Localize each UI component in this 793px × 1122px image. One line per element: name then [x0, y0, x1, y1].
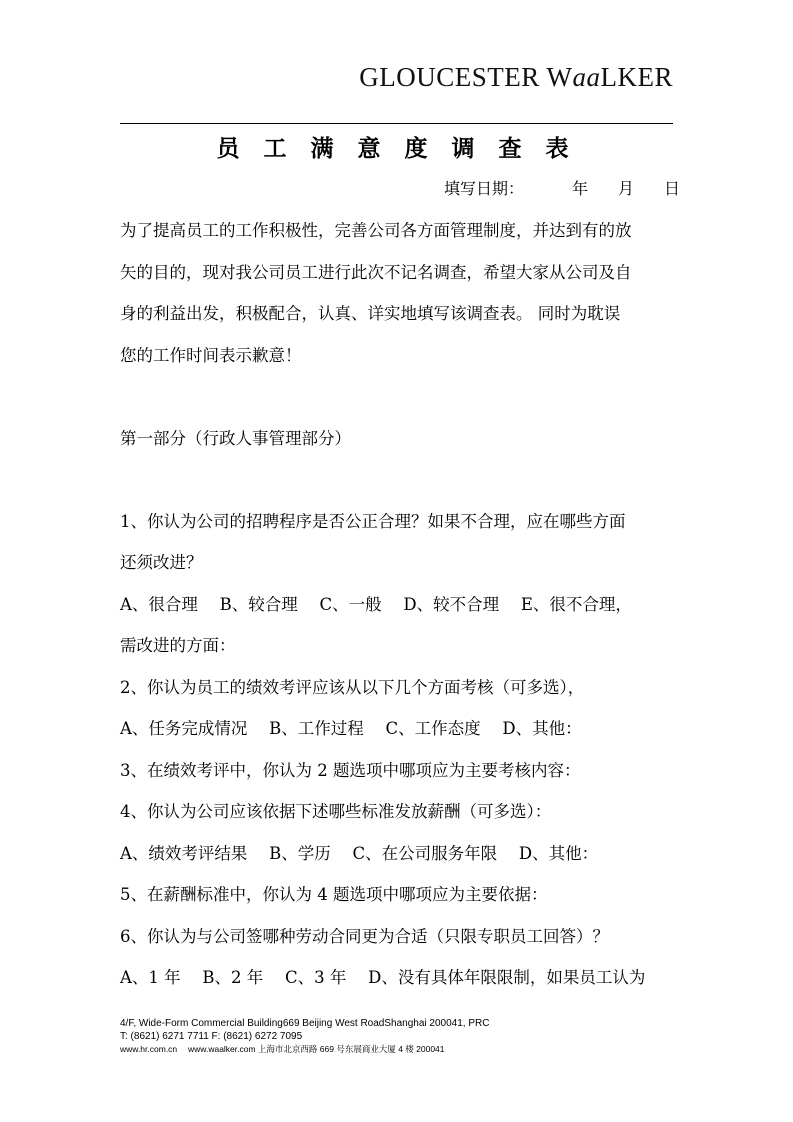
date-year: 年 [572, 179, 589, 198]
question-line: 2、你认为员工的绩效考评应该从以下几个方面考核（可多选）， [120, 677, 585, 697]
intro-line-4: 您的工作时间表示歉意！ [120, 345, 302, 365]
date-day: 日 [664, 179, 681, 198]
company-logo [359, 62, 673, 93]
question-line: A、任务完成情况 B、工作过程 C、工作态度 D、其他： [120, 719, 582, 738]
footer-phone: T: (8621) 6271 7711 F: (8621) 6272 7095 [120, 1030, 303, 1042]
logo-text-2: aa [572, 62, 601, 92]
section-title: 第一部分（行政人事管理部分） [120, 428, 351, 448]
question-line: 6、你认为与公司签哪种劳动合同更为合适（只限专职员工回答）？ [120, 926, 609, 946]
page-footer [120, 1018, 489, 1056]
intro-line-2: 矢的目的，现对我公司员工进行此次不记名调查，希望大家从公司及自 [120, 262, 632, 282]
logo-text-3: LKER [600, 62, 673, 92]
date-label: 填写日期： [444, 179, 525, 198]
document-title: 员 工 满 意 度 调 查 表 [216, 135, 577, 162]
logo-text-1: GLOUCESTER W [359, 62, 573, 92]
question-line: 5、在薪酬标准中，你认为 4 题选项中哪项应为主要依据： [120, 885, 548, 904]
question-line: 3、在绩效考评中，你认为 2 题选项中哪项应为主要考核内容： [120, 760, 581, 780]
intro-line-3: 身的利益出发，积极配合，认真、详实地填写该调查表。 同时为耽误 [120, 304, 621, 323]
question-line: A、1 年 B、2 年 C、3 年 D、没有具体年限限制，如果员工认为 [120, 968, 646, 987]
question-line: 4、你认为公司应该依据下述哪些标准发放薪酬（可多选）： [120, 802, 552, 821]
date-month: 月 [618, 179, 635, 198]
question-line: 还须改进？ [120, 553, 203, 572]
question-line: 需改进的方面： [120, 636, 236, 655]
header-divider [120, 123, 673, 124]
intro-line-1: 为了提高员工的工作积极性，完善公司各方面管理制度，并达到有的放 [120, 221, 632, 240]
question-line: 1、你认为公司的招聘程序是否公正合理？如果不合理，应在哪些方面 [120, 511, 626, 531]
question-line: A、绩效考评结果 B、学历 C、在公司服务年限 D、其他： [120, 843, 599, 863]
document-body [120, 210, 676, 999]
date-line [444, 176, 680, 199]
question-line: A、很合理 B、较合理 C、一般 D、较不合理 E、很不合理， [120, 594, 632, 614]
footer-web: www.hr.com.cn www.waalker.com 上海市北京西路 669 号东展商业大厦 4 楼 200041 [120, 1044, 445, 1054]
footer-address: 4/F, Wide-Form Commercial Building669 Beijing West RoadShanghai 200041, PRC [120, 1018, 490, 1029]
